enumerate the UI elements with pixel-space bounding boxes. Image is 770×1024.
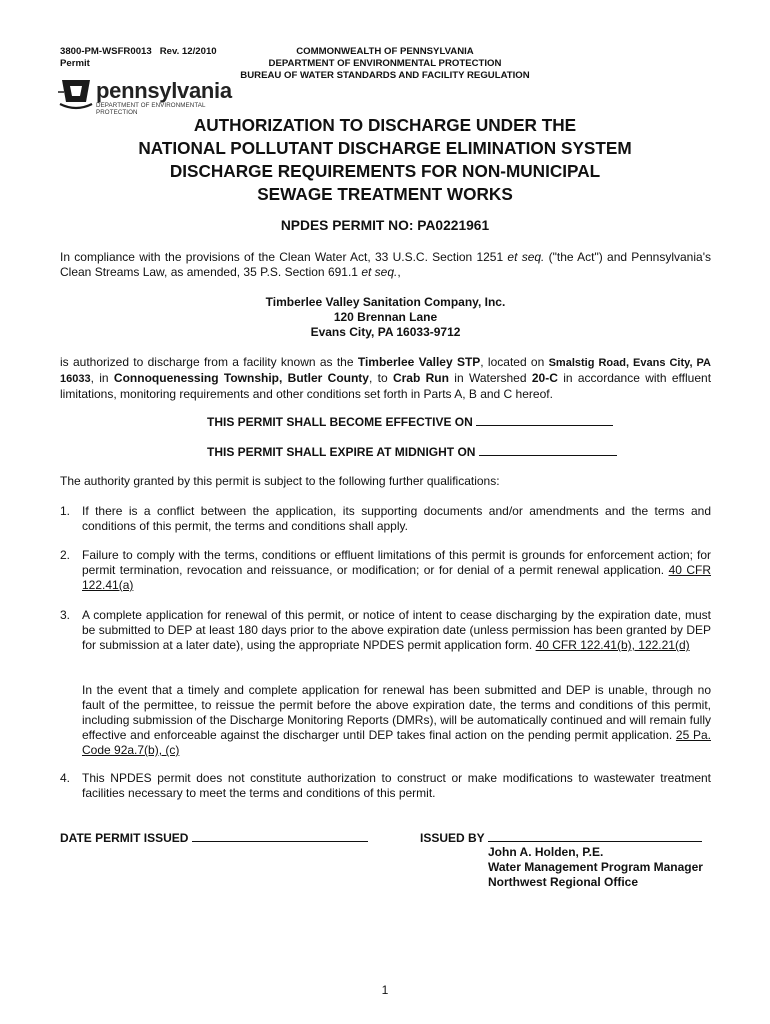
form-id-line [60,46,217,58]
qualification-item-1 [60,504,711,534]
logo-subtitle: DEPARTMENT OF ENVIRONMENTAL PROTECTION [96,102,206,116]
expire-date-blank[interactable] [479,444,617,456]
issued-by-line [420,830,702,846]
keystone-icon [58,78,94,112]
item-citation: 40 CFR 122.41(b), 122.21(d) [535,638,690,652]
item-citation: 25 Pa. Code 92a.7(b), (c) [82,728,711,757]
compliance-paragraph [60,250,711,280]
authorization-paragraph [60,355,711,402]
compliance-text-1: In compliance with the provisions of the Clean Water Act, 33 U.S.C. Section 1251 [60,250,508,264]
expire-label: THIS PERMIT SHALL EXPIRE AT MIDNIGHT ON [207,445,476,459]
effective-date-blank[interactable] [476,414,613,426]
item-number: 1. [60,504,71,518]
agency-line-3: BUREAU OF WATER STANDARDS AND FACILITY REGULATION [240,70,530,81]
qualification-item-3-continued [60,683,711,758]
form-type: Permit [60,58,90,69]
title-line-1: AUTHORIZATION TO DISCHARGE UNDER THE [193,115,577,135]
title-line-2: NATIONAL POLLUTANT DISCHARGE ELIMINATION SYSTEM [138,138,632,158]
signer-office: Northwest Regional Office [488,875,639,889]
item-text: A complete application for renewal of this permit, or notice of intent to cease discharging by the expiration date, must be submitted to DEP at least 180 days prior to the above expiration date (unless permission has been granted by DEP for submission at a later date), using the appropriate NPDES permit application form. [82,608,711,652]
auth-text-2: , located on [480,355,549,369]
agency-line-1: COMMONWEALTH OF PENNSYLVANIA [296,46,474,57]
qualification-item-2 [60,548,711,593]
permit-number: NPDES PERMIT NO: PA0221961 [280,218,490,233]
item-number: 4. [60,771,71,785]
item-text: This NPDES permit does not constitute authorization to construct or make modifications to wastewater treatment facilities necessary to meet the terms and conditions of this permit. [82,771,711,800]
title-line-4: SEWAGE TREATMENT WORKS [257,184,513,204]
auth-text-6: in accordance with effluent limitations, monitoring requirements and other conditions set forth in Parts A, B and C hereof. [60,371,712,401]
item-number: 2. [60,548,71,562]
compliance-text-2: ("the Act") and Pennsylvania's Clean Streams Law, as amended, 35 P.S. Section 691.1 [60,250,711,279]
date-issued-line [60,830,368,846]
township: Connoquenessing Township, Butler County [113,371,369,385]
auth-text-4: , to [368,371,393,385]
qualification-item-4 [60,771,711,801]
date-issued-label: DATE PERMIT ISSUED [60,831,189,845]
effective-date-line [207,414,613,429]
auth-text-1: is authorized to discharge from a facility known as the [60,355,358,369]
item-citation: 40 CFR 122.41(a) [82,563,711,592]
effective-label: THIS PERMIT SHALL BECOME EFFECTIVE ON [207,415,473,429]
item-text: Failure to comply with the terms, conditions or effluent limitations of this permit is grounds for enforcement action; for permit termination, revocation and reissuance, or modification; or for denial of a permit renewal application. [82,548,711,577]
permittee-street: 120 Brennan Lane [333,310,438,324]
compliance-text-3: , [397,265,401,279]
date-issued-blank[interactable] [192,830,368,842]
signer-name: John A. Holden, P.E. [488,845,604,859]
title-line-3: DISCHARGE REQUIREMENTS FOR NON-MUNICIPAL [169,161,601,181]
facility-location: Smalstig Road, Evans City, PA 16033 [60,357,711,385]
facility-name: Timberlee Valley STP [357,355,481,369]
issued-by-label: ISSUED BY [420,831,485,845]
permittee-city: Evans City, PA 16033-9712 [310,325,461,339]
signer-title: Water Management Program Manager [488,860,703,874]
logo-wordmark: pennsylvania [96,78,232,103]
form-id: 3800-PM-WSFR0013 [60,46,152,57]
item-text: If there is a conflict between the application, its supporting documents and/or amendments and the terms and conditions of this permit, the terms and conditions shall apply. [82,504,711,533]
pa-dep-logo [58,78,248,116]
signature-blank[interactable] [488,830,702,842]
page-number: 1 [381,983,389,997]
permittee-name: Timberlee Valley Sanitation Company, Inc. [265,295,506,309]
expire-date-line [207,444,617,459]
qualifications-intro: The authority granted by this permit is subject to the following further qualifications: [60,474,500,488]
receiving-stream: Crab Run [392,371,449,385]
qualification-item-3 [60,608,711,653]
auth-text-3: , in [90,371,114,385]
watershed: 20-C [531,371,558,385]
form-revision: Rev. 12/2010 [159,46,217,57]
item-number: 3. [60,608,71,622]
agency-line-2: DEPARTMENT OF ENVIRONMENTAL PROTECTION [268,58,502,69]
auth-text-5: in Watershed [448,371,532,385]
item-text: In the event that a timely and complete application for renewal has been submitted and DEP is unable, through no fault of the permittee, to reissue the permit before the above expiration date, the terms and conditions of this permit, including submission of the Discharge Monitoring Reports (DMRs), will be automatically continued and will remain fully effective and enforceable against the discharger until DEP takes final action on the pending permit application. [82,683,711,742]
compliance-et-seq-1: et seq. [507,250,545,264]
compliance-et-seq-2: et seq. [361,265,398,279]
